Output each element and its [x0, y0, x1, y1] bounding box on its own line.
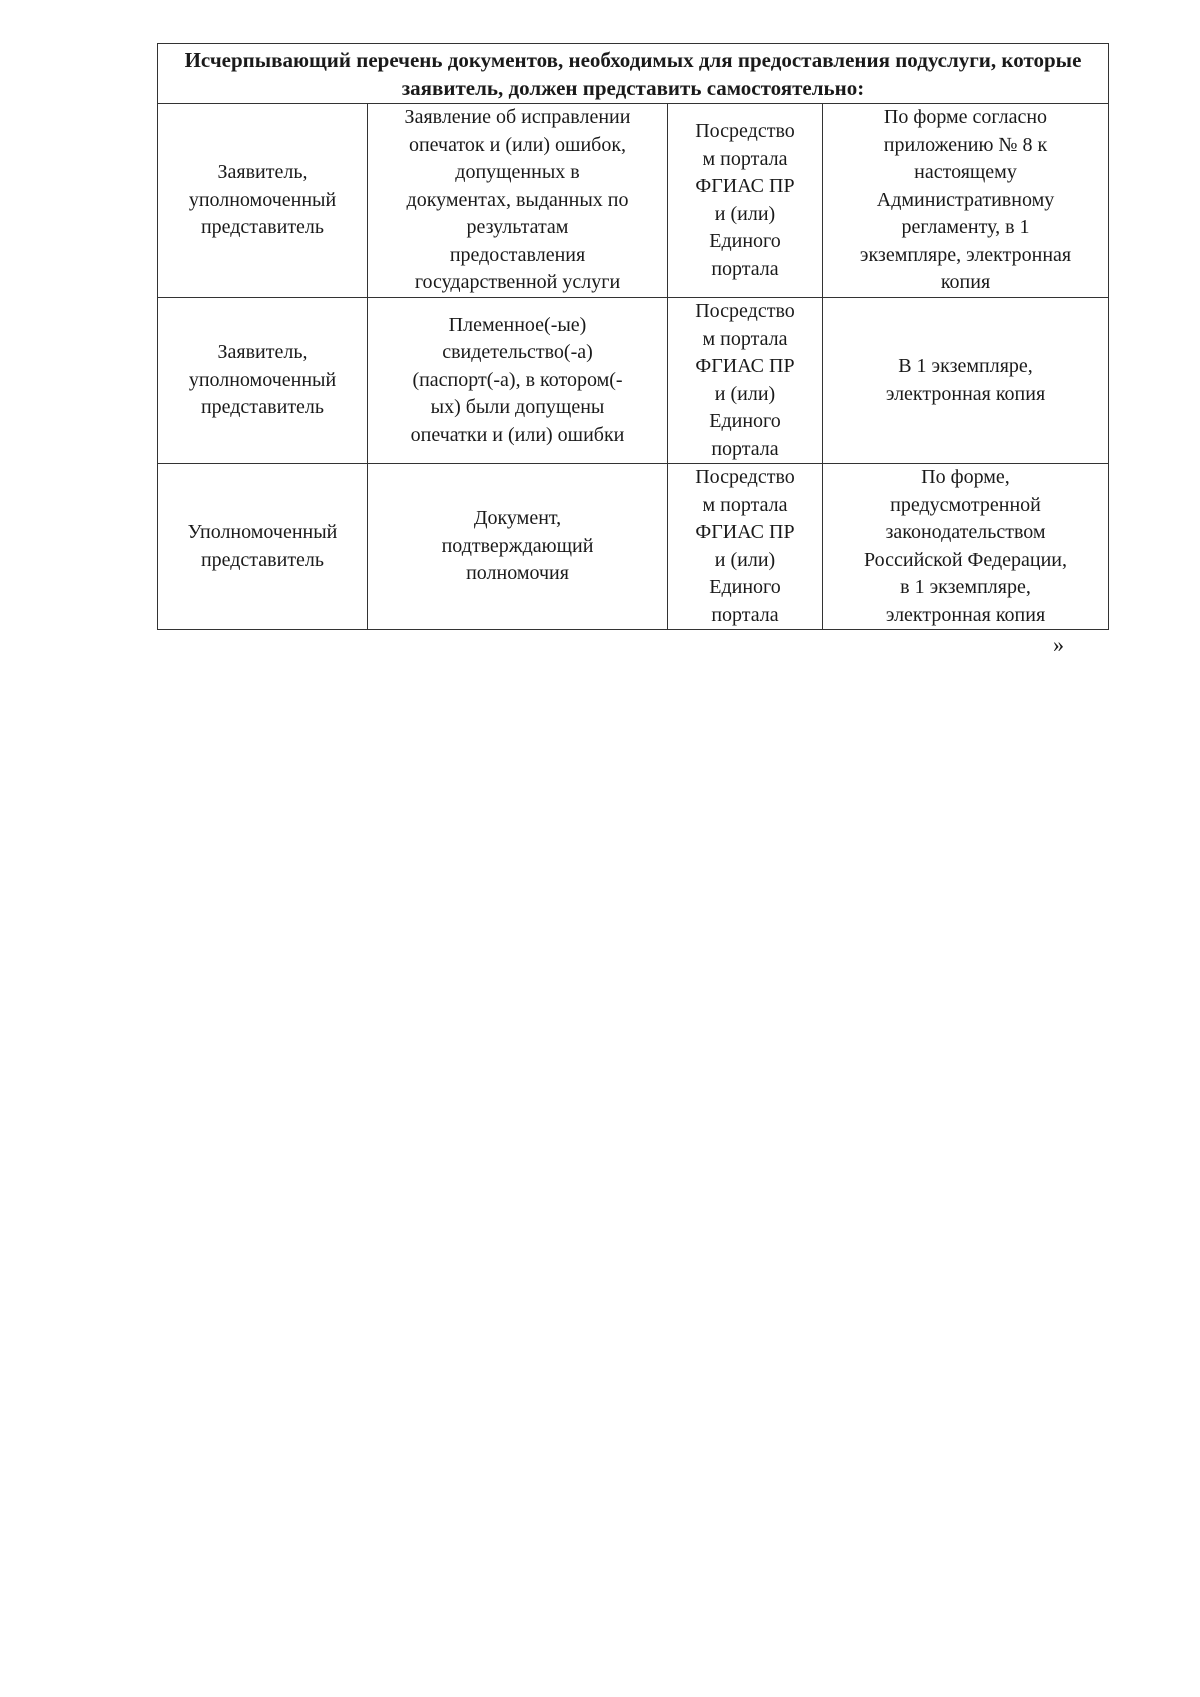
applicant-cell: Заявитель, уполномоченный представитель [158, 104, 368, 298]
closing-quote: » [1053, 632, 1064, 657]
method-cell: Посредство м портала ФГИАС ПР и (или) Единого портала [668, 298, 823, 464]
requirements-cell: По форме согласно приложению № 8 к настоящему Административному регламенту, в 1 экземпляре, электронная копия [823, 104, 1109, 298]
documents-table [157, 43, 1109, 630]
table-row [158, 104, 1109, 298]
method-cell: Посредство м портала ФГИАС ПР и (или) Единого портала [668, 104, 823, 298]
method-cell: Посредство м портала ФГИАС ПР и (или) Единого портала [668, 464, 823, 630]
document-cell: Заявление об исправлении опечаток и (или) ошибок, допущенных в документах, выданных по результатам предоставления государственной услуги [368, 104, 668, 298]
requirements-cell: По форме, предусмотренной законодательством Российской Федерации, в 1 экземпляре, электронная копия [823, 464, 1109, 630]
applicant-cell: Уполномоченный представитель [158, 464, 368, 630]
document-cell: Племенное(-ые) свидетельство(-а) (паспорт(-а), в котором(- ых) были допущены опечатки и (или) ошибки [368, 298, 668, 464]
requirements-cell: В 1 экземпляре, электронная копия [823, 298, 1109, 464]
applicant-cell: Заявитель, уполномоченный представитель [158, 298, 368, 464]
table-row [158, 298, 1109, 464]
table-header-row [158, 44, 1109, 104]
table-header: Исчерпывающий перечень документов, необходимых для предоставления подуслуги, которые заявитель, должен представить самостоятельно: [158, 44, 1109, 104]
document-cell: Документ, подтверждающий полномочия [368, 464, 668, 630]
table-row [158, 464, 1109, 630]
